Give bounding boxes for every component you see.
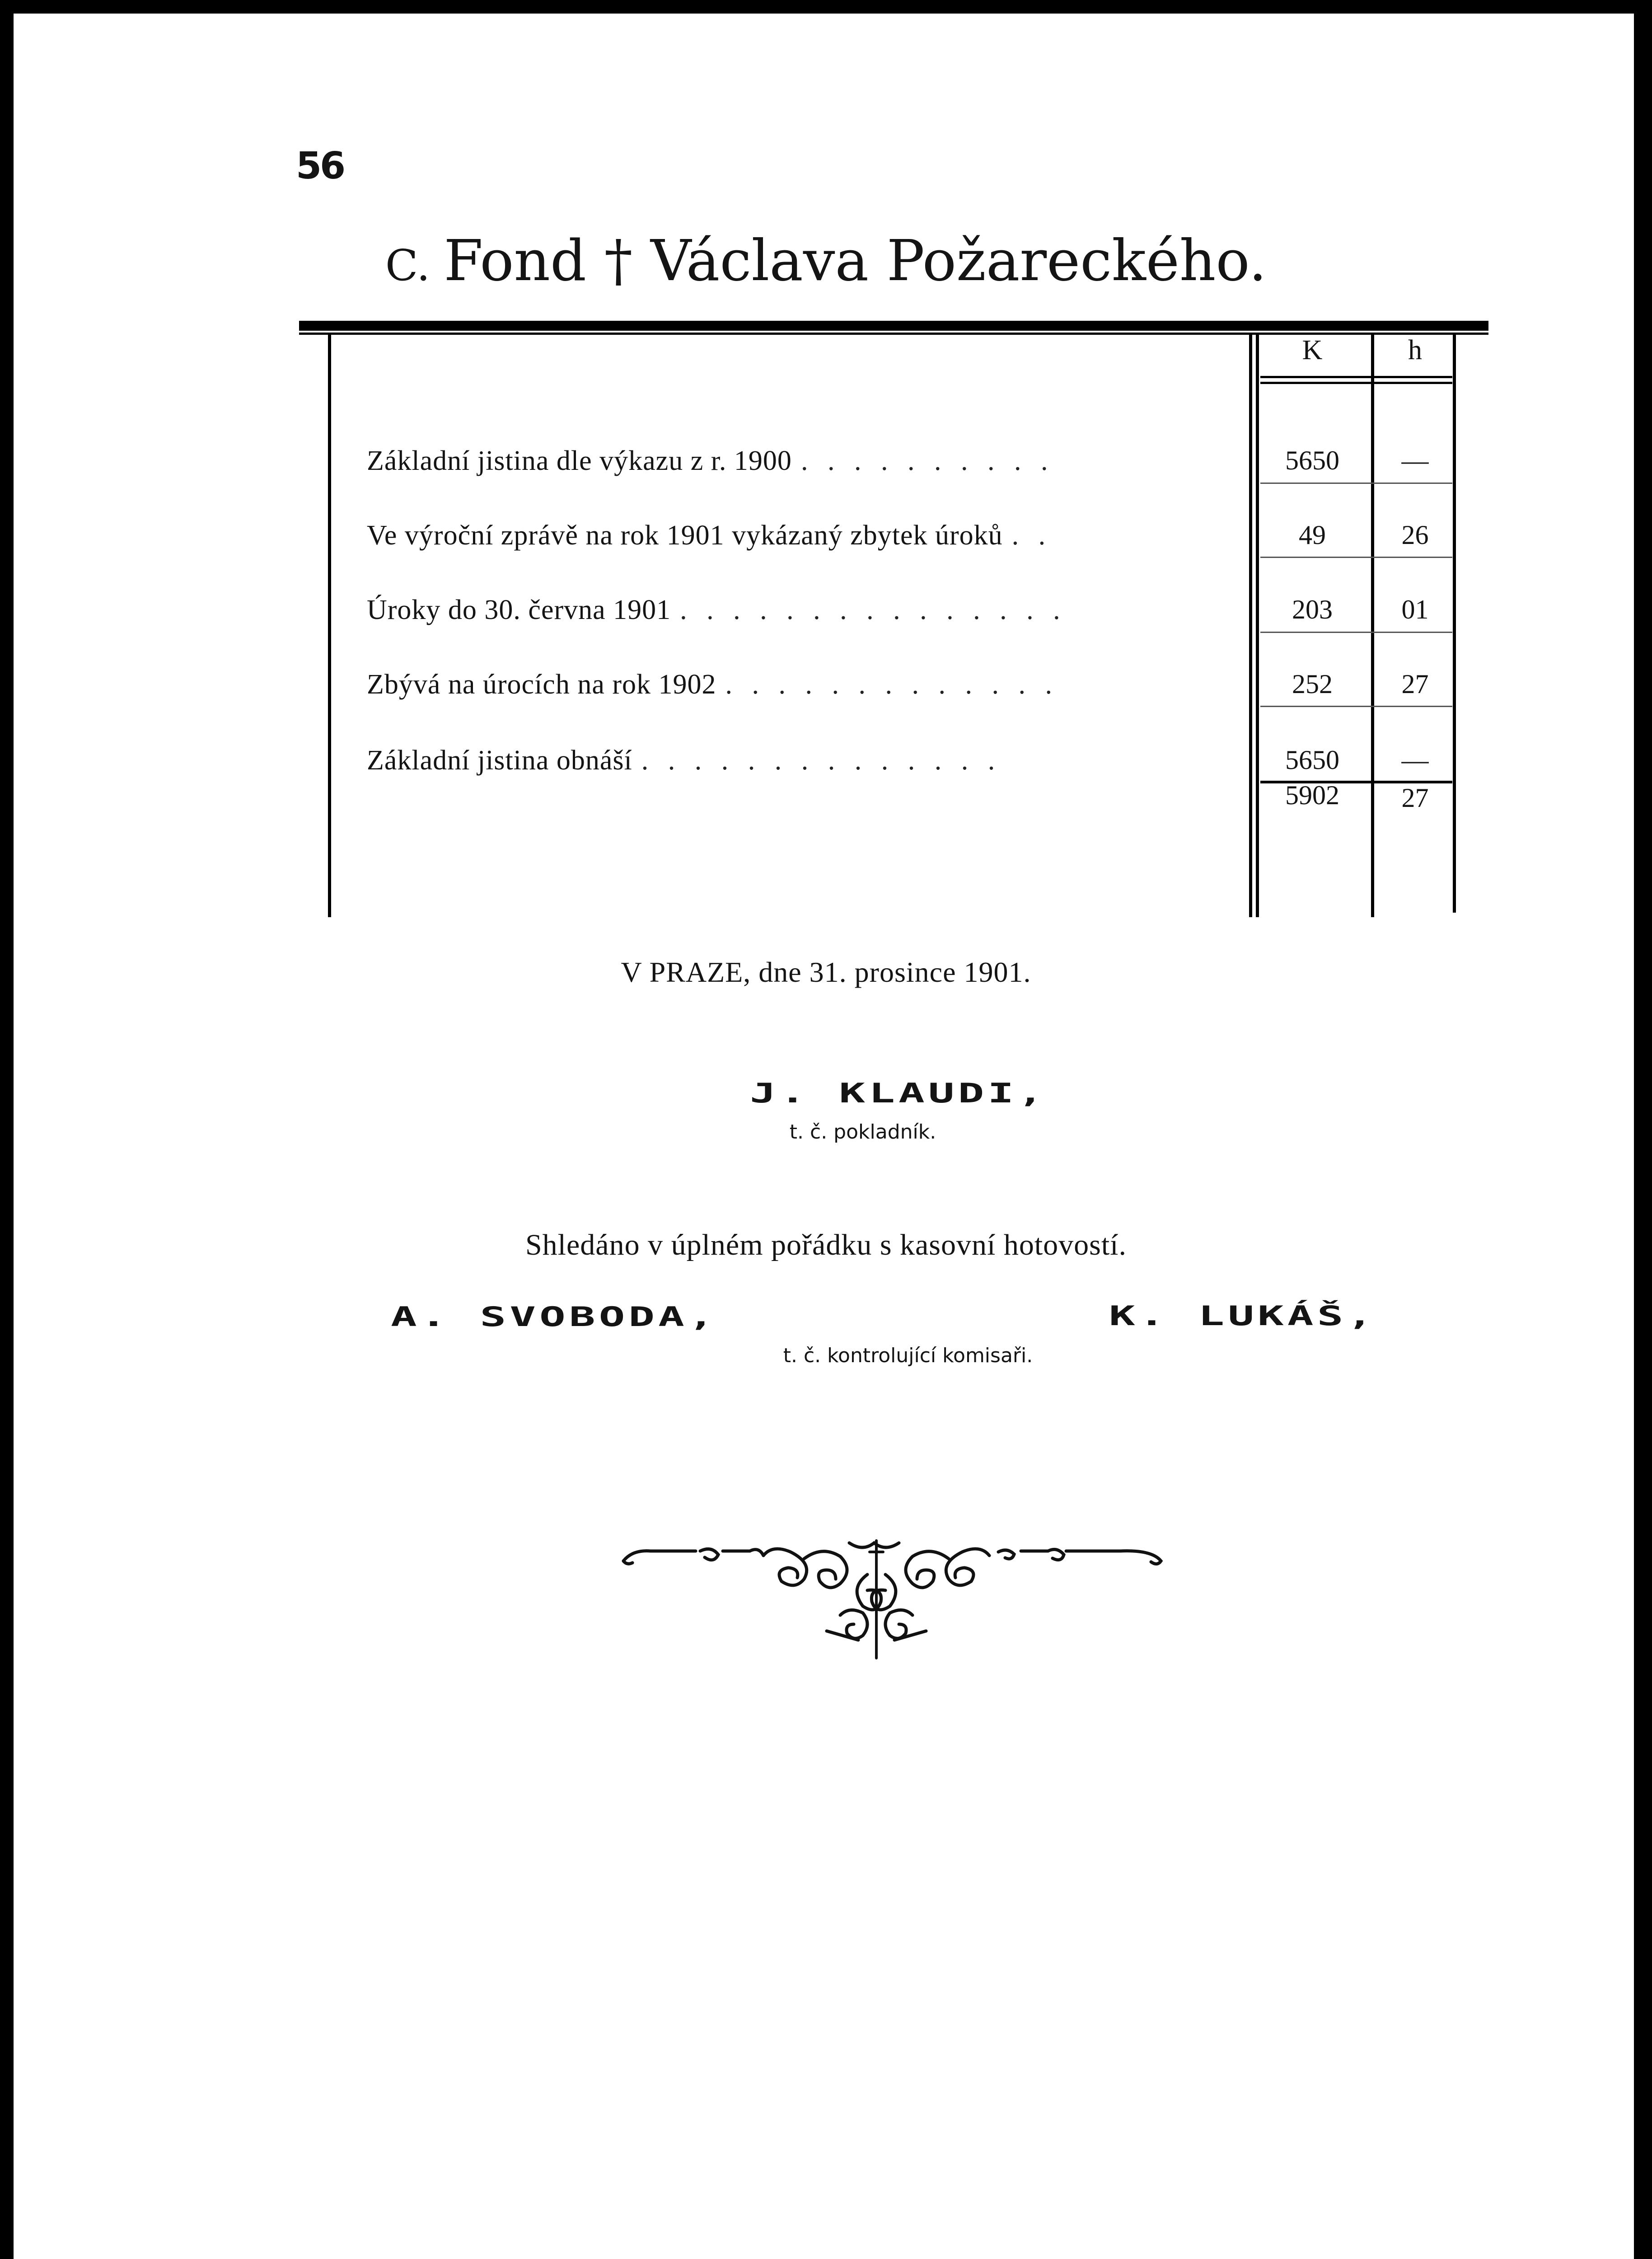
section-letter: C. — [385, 241, 431, 291]
ledger-left-border — [328, 334, 331, 917]
ledger-row-k: 5650 — [1285, 745, 1339, 775]
auditor-signature-svoboda: A. SVOBODA, — [391, 1301, 718, 1333]
page-number: 56 — [296, 145, 344, 187]
place-and-date: V PRAZE, dne 31. prosince 1901. — [621, 956, 1031, 988]
auditor-signature-lukas: K. LUKÁŠ, — [1109, 1300, 1377, 1332]
row-rule — [1260, 483, 1452, 484]
row-rule — [1260, 706, 1452, 707]
decorative-ornament — [614, 1534, 1175, 1660]
ledger-row-label: Zbývá na úrocích na rok 1902 . . . . . . . . . . . . . — [367, 669, 1058, 700]
ledger-row-k: 5650 — [1285, 445, 1339, 475]
ledger-row-label: Úroky do 30. června 1901 . . . . . . . . . . . . . . . — [367, 595, 1067, 625]
header-rule-2 — [1260, 382, 1452, 384]
ledger-total-h: 27 — [1401, 783, 1429, 813]
treasurer-signature: J. KLAUDI, — [750, 1078, 1047, 1109]
ledger-row-h: 27 — [1401, 669, 1429, 699]
fund-title: Fond † Václava Požareckého. — [444, 228, 1267, 294]
column-header-h: h — [1408, 335, 1422, 366]
treasurer-role: t. č. pokladník. — [789, 1120, 936, 1144]
ledger-row-h: 01 — [1401, 595, 1429, 624]
ledger-divider-right — [1256, 334, 1259, 917]
ledger-table — [0, 0, 1652, 949]
column-header-k: K — [1302, 335, 1323, 366]
ledger-row-k: 252 — [1292, 669, 1333, 699]
ledger-row-h: — — [1401, 445, 1429, 475]
row-rule — [1260, 557, 1452, 558]
row-rule — [1260, 632, 1452, 633]
ledger-total-k: 5902 — [1285, 780, 1339, 810]
ledger-row-k: 49 — [1299, 520, 1326, 550]
auditors-role: t. č. kontrolující komisaři. — [783, 1344, 1033, 1367]
ledger-k-h-divider — [1371, 334, 1374, 917]
ledger-row-label: Ve výroční zprávě na rok 1901 vykázaný zbytek úroků . . — [367, 520, 1052, 551]
verification-statement: Shledáno v úplném pořádku s kasovní hotovostí. — [525, 1228, 1127, 1261]
ledger-divider-left — [1249, 334, 1252, 917]
ledger-row-label: Základní jistina obnáší . . . . . . . . . . . . . . — [367, 745, 1001, 776]
header-rule-1 — [1260, 376, 1452, 378]
ledger-row-label: Základní jistina dle výkazu z r. 1900 . . . . . . . . . . — [367, 445, 1054, 476]
ledger-row-h: — — [1401, 745, 1429, 775]
ledger-row-k: 203 — [1292, 595, 1333, 624]
ledger-row-h: 26 — [1401, 520, 1429, 550]
